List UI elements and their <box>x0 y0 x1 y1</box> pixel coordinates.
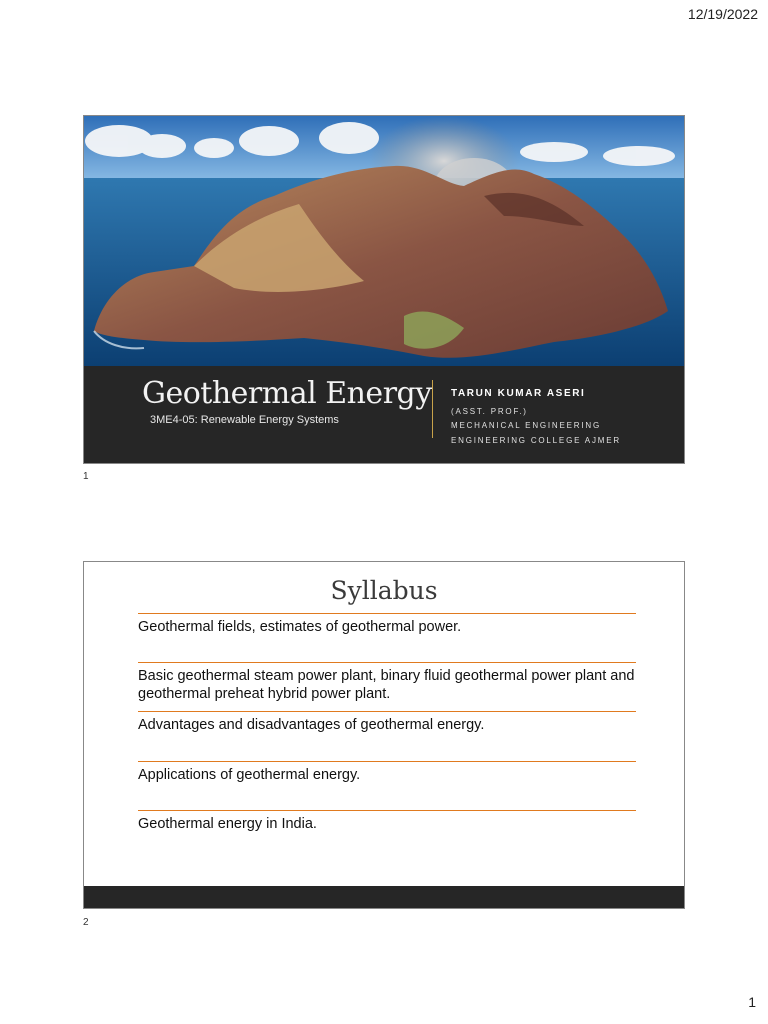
syllabus-item <box>138 711 636 734</box>
syllabus-item-text: Geothermal fields, estimates of geothermal power. <box>138 619 462 635</box>
syllabus-item-text: Advantages and disadvantages of geothermal energy. <box>138 717 485 733</box>
author-position: (ASST. PROF.) <box>451 407 528 416</box>
syllabus-item-text: Geothermal energy in India. <box>138 816 317 832</box>
slide-title: Geothermal Energy <box>142 376 432 411</box>
slide-subtitle: 3ME4-05: Renewable Energy Systems <box>150 414 339 426</box>
syllabus-item-text: Applications of geothermal energy. <box>138 767 361 783</box>
slide-footer-bar <box>84 886 684 908</box>
author-institution: ENGINEERING COLLEGE AJMER <box>451 436 621 445</box>
syllabus-item-text: Basic geothermal steam power plant, binary fluid geothermal power plant and geothermal preheat hybrid power plant. <box>138 668 635 702</box>
slide-2 <box>83 561 685 909</box>
syllabus-item <box>138 810 636 833</box>
print-date: 12/19/2022 <box>687 6 758 22</box>
syllabus-item <box>138 662 636 703</box>
page-number: 1 <box>748 994 756 1010</box>
slide-number: 2 <box>83 917 89 928</box>
slide-title: Syllabus <box>330 576 438 605</box>
gold-divider <box>432 380 433 438</box>
syllabus-item <box>138 761 636 784</box>
slide-1 <box>83 115 685 464</box>
author-department: MECHANICAL ENGINEERING <box>451 421 601 430</box>
syllabus-item <box>138 613 636 636</box>
volcanic-island-photo <box>84 116 684 366</box>
slide-number: 1 <box>83 471 89 482</box>
author-name: TARUN KUMAR ASERI <box>451 388 586 399</box>
title-banner <box>84 366 684 464</box>
